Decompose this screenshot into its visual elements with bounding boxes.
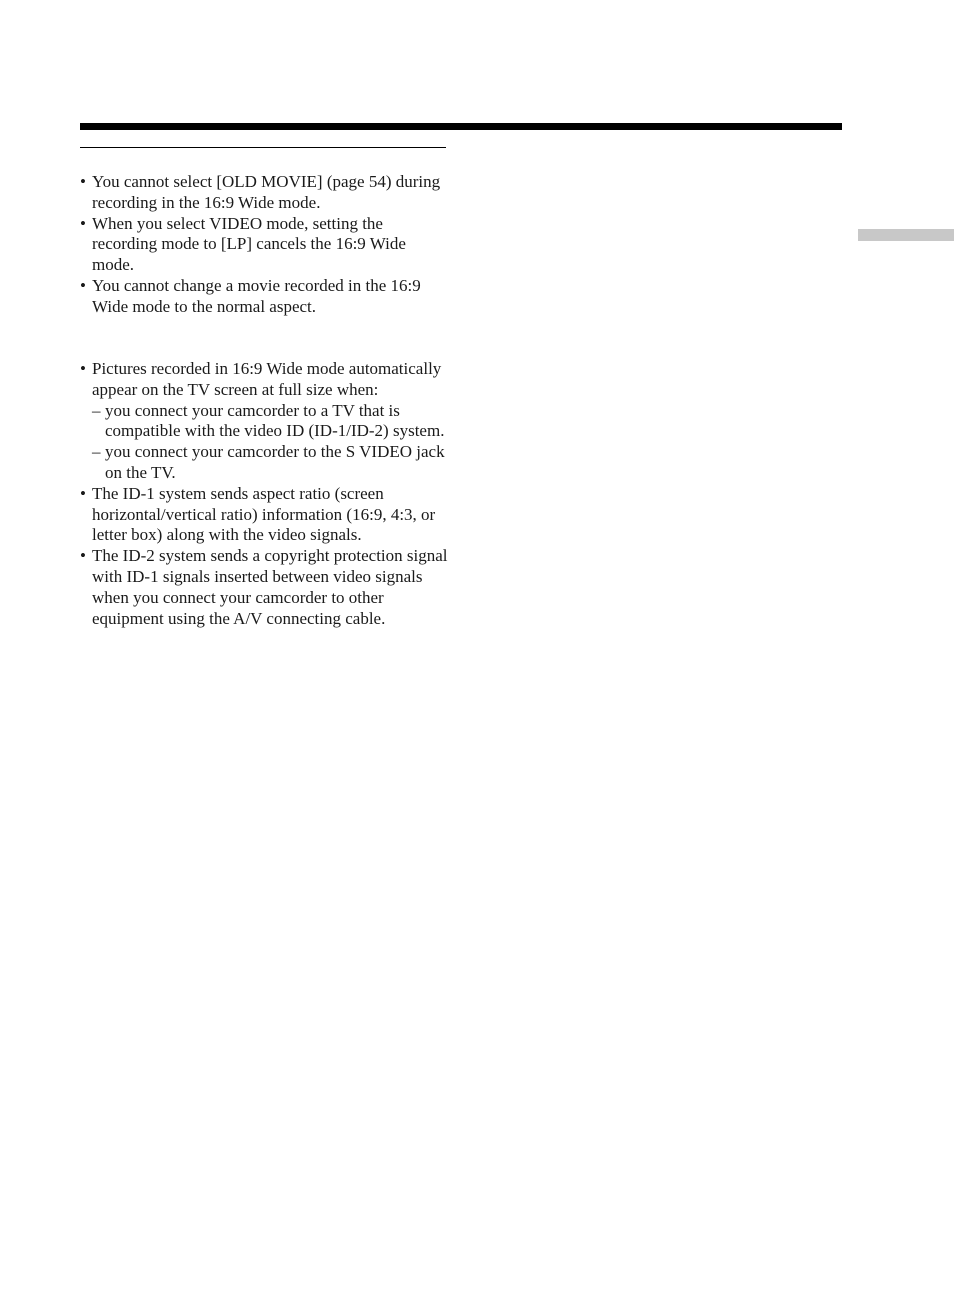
condition-item	[80, 401, 450, 443]
tv-intro-text: Pictures recorded in 16:9 Wide mode automatically appear on the TV screen at full size when:	[92, 359, 442, 399]
chapter-tab	[858, 229, 954, 241]
bullet-icon: •	[80, 359, 86, 378]
dash-icon: –	[92, 442, 101, 462]
tv-item	[80, 484, 450, 546]
bullet-icon: •	[80, 172, 86, 191]
condition-item	[80, 442, 450, 484]
note-text: You cannot select [OLD MOVIE] (page 54) during recording in the 16:9 Wide mode.	[92, 172, 441, 212]
bullet-icon: •	[80, 213, 86, 233]
header-rule	[80, 123, 842, 130]
bullet-icon: •	[80, 546, 86, 566]
note-item	[80, 214, 450, 276]
section-rule	[80, 147, 446, 148]
note-text: When you select VIDEO mode, setting the recording mode to [LP] cancels the 16:9 Wide mode.	[92, 213, 406, 275]
tv-playback-section	[80, 359, 450, 629]
bullet-icon: •	[80, 275, 86, 295]
note-item	[80, 276, 450, 318]
bullet-icon: •	[80, 483, 86, 503]
condition-text: you connect your camcorder to the S VIDEO jack on the TV.	[105, 442, 445, 482]
tv-item-text: The ID-1 system sends aspect ratio (screen horizontal/vertical ratio) information (16:9, 4:3, or letter box) along with the video signals.	[92, 483, 436, 545]
tv-item-text: The ID-2 system sends a copyright protection signal with ID-1 signals inserted between video signals when you connect your camcorder to other equipment using the A/V connecting cable.	[92, 546, 448, 628]
tv-item	[80, 546, 450, 629]
dash-icon: –	[92, 400, 101, 420]
notes-section	[80, 172, 450, 318]
condition-text: you connect your camcorder to a TV that is compatible with the video ID (ID-1/ID-2) system.	[105, 400, 445, 441]
note-text: You cannot change a movie recorded in the 16:9 Wide mode to the normal aspect.	[92, 275, 421, 316]
tv-item	[80, 359, 450, 401]
note-item	[80, 172, 450, 214]
